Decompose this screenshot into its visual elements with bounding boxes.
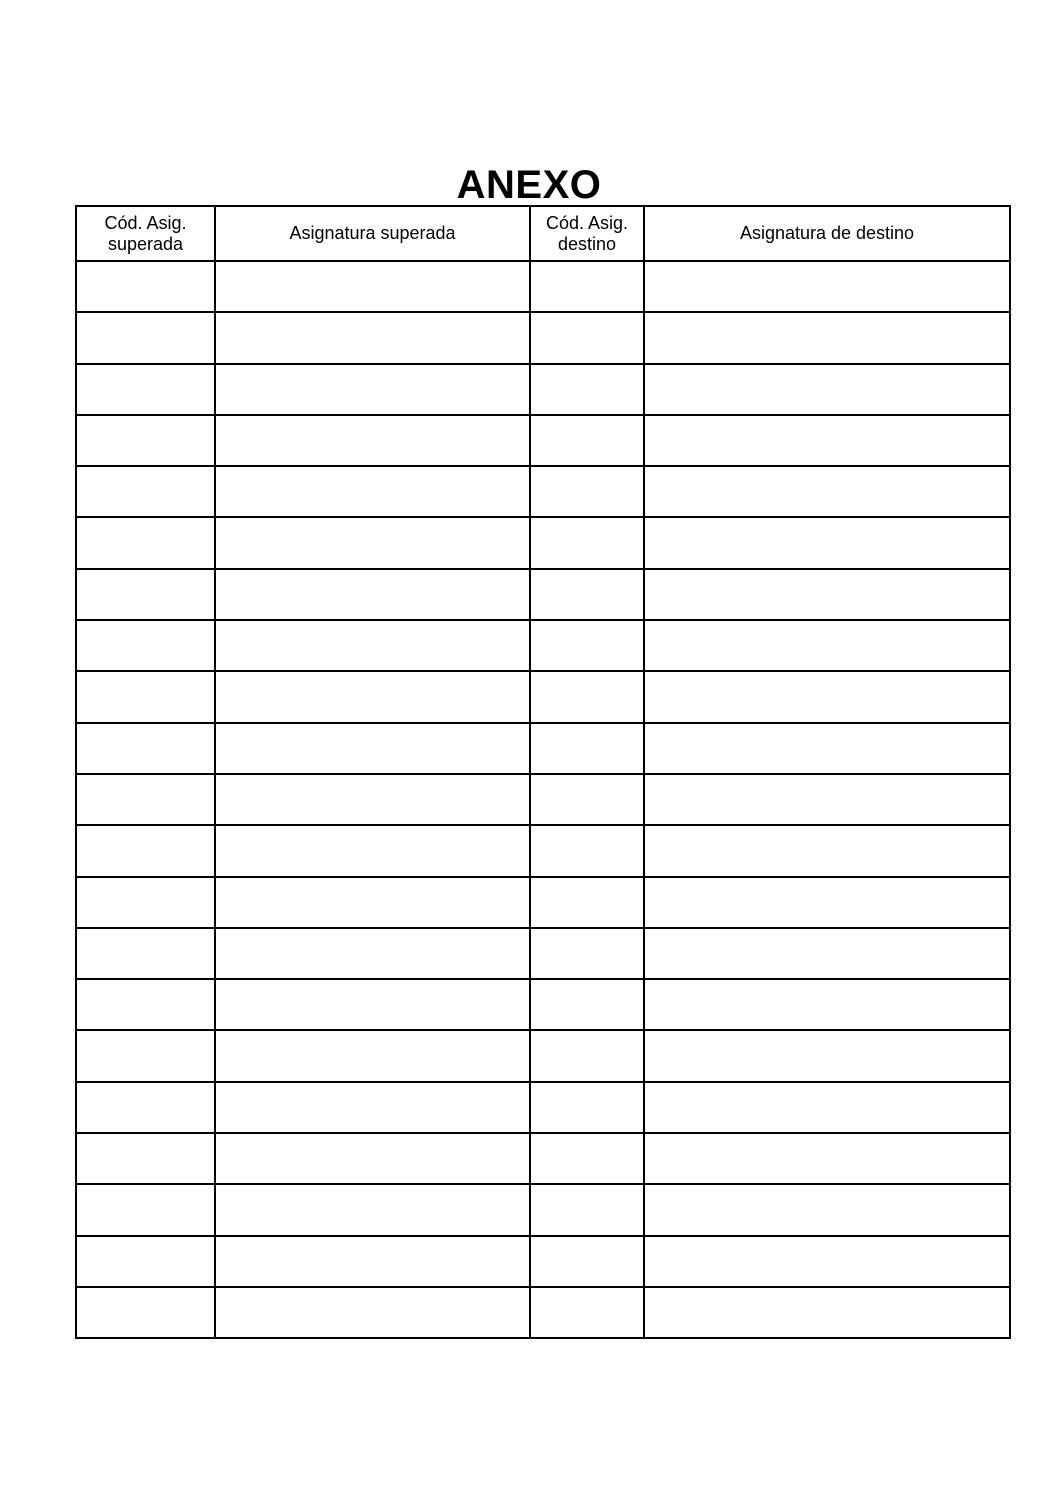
cell-cod-asig-destino[interactable] — [530, 1133, 644, 1184]
cell-asignatura-superada[interactable] — [215, 312, 530, 363]
cell-asignatura-destino[interactable] — [644, 1030, 1010, 1081]
cell-cod-asig-destino[interactable] — [530, 1287, 644, 1338]
cell-cod-asig-superada[interactable] — [76, 415, 215, 466]
table-row — [76, 774, 1010, 825]
cell-cod-asig-superada[interactable] — [76, 979, 215, 1030]
table-row — [76, 312, 1010, 363]
cell-cod-asig-destino[interactable] — [530, 877, 644, 928]
table-row — [76, 364, 1010, 415]
cell-asignatura-superada[interactable] — [215, 364, 530, 415]
cell-asignatura-destino[interactable] — [644, 364, 1010, 415]
cell-cod-asig-destino[interactable] — [530, 1184, 644, 1235]
cell-cod-asig-superada[interactable] — [76, 928, 215, 979]
cell-asignatura-destino[interactable] — [644, 415, 1010, 466]
header-asignatura-destino: Asignatura de destino — [644, 206, 1010, 261]
cell-cod-asig-destino[interactable] — [530, 620, 644, 671]
cell-cod-asig-destino[interactable] — [530, 415, 644, 466]
cell-asignatura-superada[interactable] — [215, 1133, 530, 1184]
page-title: ANEXO — [456, 162, 602, 207]
table-row — [76, 415, 1010, 466]
cell-asignatura-destino[interactable] — [644, 312, 1010, 363]
cell-asignatura-destino[interactable] — [644, 877, 1010, 928]
cell-cod-asig-destino[interactable] — [530, 1082, 644, 1133]
cell-asignatura-destino[interactable] — [644, 569, 1010, 620]
cell-cod-asig-superada[interactable] — [76, 774, 215, 825]
cell-cod-asig-destino[interactable] — [530, 723, 644, 774]
table-row — [76, 671, 1010, 722]
cell-asignatura-destino[interactable] — [644, 1184, 1010, 1235]
cell-asignatura-superada[interactable] — [215, 928, 530, 979]
table-row — [76, 261, 1010, 312]
table-row — [76, 1082, 1010, 1133]
cell-cod-asig-superada[interactable] — [76, 1236, 215, 1287]
cell-asignatura-destino[interactable] — [644, 979, 1010, 1030]
cell-asignatura-superada[interactable] — [215, 517, 530, 568]
cell-asignatura-superada[interactable] — [215, 671, 530, 722]
cell-asignatura-superada[interactable] — [215, 774, 530, 825]
cell-asignatura-superada[interactable] — [215, 877, 530, 928]
cell-asignatura-superada[interactable] — [215, 825, 530, 876]
table-row — [76, 1184, 1010, 1235]
cell-cod-asig-superada[interactable] — [76, 1082, 215, 1133]
table-row — [76, 825, 1010, 876]
table-row — [76, 1287, 1010, 1338]
cell-asignatura-destino[interactable] — [644, 671, 1010, 722]
cell-asignatura-superada[interactable] — [215, 723, 530, 774]
table-row — [76, 1133, 1010, 1184]
cell-cod-asig-superada[interactable] — [76, 312, 215, 363]
table-row — [76, 928, 1010, 979]
cell-cod-asig-superada[interactable] — [76, 620, 215, 671]
table-row — [76, 723, 1010, 774]
cell-asignatura-superada[interactable] — [215, 1184, 530, 1235]
cell-asignatura-superada[interactable] — [215, 1236, 530, 1287]
cell-asignatura-destino[interactable] — [644, 261, 1010, 312]
table-row — [76, 620, 1010, 671]
header-asignatura-superada: Asignatura superada — [215, 206, 530, 261]
cell-cod-asig-superada[interactable] — [76, 1184, 215, 1235]
cell-cod-asig-destino[interactable] — [530, 825, 644, 876]
cell-cod-asig-superada[interactable] — [76, 466, 215, 517]
cell-asignatura-superada[interactable] — [215, 1082, 530, 1133]
cell-cod-asig-superada[interactable] — [76, 364, 215, 415]
cell-cod-asig-destino[interactable] — [530, 774, 644, 825]
table-row — [76, 979, 1010, 1030]
cell-asignatura-superada[interactable] — [215, 620, 530, 671]
cell-cod-asig-destino[interactable] — [530, 261, 644, 312]
cell-cod-asig-superada[interactable] — [76, 671, 215, 722]
cell-asignatura-destino[interactable] — [644, 517, 1010, 568]
cell-cod-asig-superada[interactable] — [76, 877, 215, 928]
cell-asignatura-destino[interactable] — [644, 1236, 1010, 1287]
cell-asignatura-destino[interactable] — [644, 723, 1010, 774]
table-row — [76, 1236, 1010, 1287]
table-header-row — [76, 206, 1010, 261]
anexo-table — [75, 205, 1011, 1339]
cell-cod-asig-superada[interactable] — [76, 1133, 215, 1184]
cell-cod-asig-destino[interactable] — [530, 1236, 644, 1287]
table-row — [76, 877, 1010, 928]
cell-asignatura-destino[interactable] — [644, 1133, 1010, 1184]
cell-cod-asig-destino[interactable] — [530, 517, 644, 568]
cell-cod-asig-superada[interactable] — [76, 1030, 215, 1081]
cell-asignatura-destino[interactable] — [644, 1082, 1010, 1133]
cell-asignatura-superada[interactable] — [215, 466, 530, 517]
cell-cod-asig-superada[interactable] — [76, 517, 215, 568]
cell-cod-asig-superada[interactable] — [76, 261, 215, 312]
cell-asignatura-superada[interactable] — [215, 1030, 530, 1081]
table-row — [76, 466, 1010, 517]
cell-cod-asig-superada[interactable] — [76, 569, 215, 620]
cell-asignatura-destino[interactable] — [644, 774, 1010, 825]
cell-cod-asig-destino[interactable] — [530, 979, 644, 1030]
cell-cod-asig-destino[interactable] — [530, 1030, 644, 1081]
header-cod-asig-destino: Cód. Asig. destino — [530, 206, 644, 261]
cell-asignatura-destino[interactable] — [644, 466, 1010, 517]
cell-cod-asig-superada[interactable] — [76, 1287, 215, 1338]
cell-asignatura-superada[interactable] — [215, 261, 530, 312]
cell-asignatura-superada[interactable] — [215, 569, 530, 620]
cell-asignatura-destino[interactable] — [644, 825, 1010, 876]
cell-cod-asig-destino[interactable] — [530, 312, 644, 363]
table-row — [76, 517, 1010, 568]
cell-cod-asig-destino[interactable] — [530, 569, 644, 620]
header-cod-asig-superada: Cód. Asig. superada — [76, 206, 215, 261]
table-body — [76, 261, 1010, 1338]
table-row — [76, 1030, 1010, 1081]
cell-asignatura-destino[interactable] — [644, 928, 1010, 979]
cell-cod-asig-destino[interactable] — [530, 364, 644, 415]
cell-asignatura-superada[interactable] — [215, 979, 530, 1030]
cell-cod-asig-destino[interactable] — [530, 671, 644, 722]
cell-asignatura-destino[interactable] — [644, 620, 1010, 671]
cell-cod-asig-superada[interactable] — [76, 825, 215, 876]
cell-cod-asig-destino[interactable] — [530, 466, 644, 517]
cell-asignatura-superada[interactable] — [215, 415, 530, 466]
table-row — [76, 569, 1010, 620]
cell-cod-asig-superada[interactable] — [76, 723, 215, 774]
cell-cod-asig-destino[interactable] — [530, 928, 644, 979]
cell-asignatura-destino[interactable] — [644, 1287, 1010, 1338]
cell-asignatura-superada[interactable] — [215, 1287, 530, 1338]
